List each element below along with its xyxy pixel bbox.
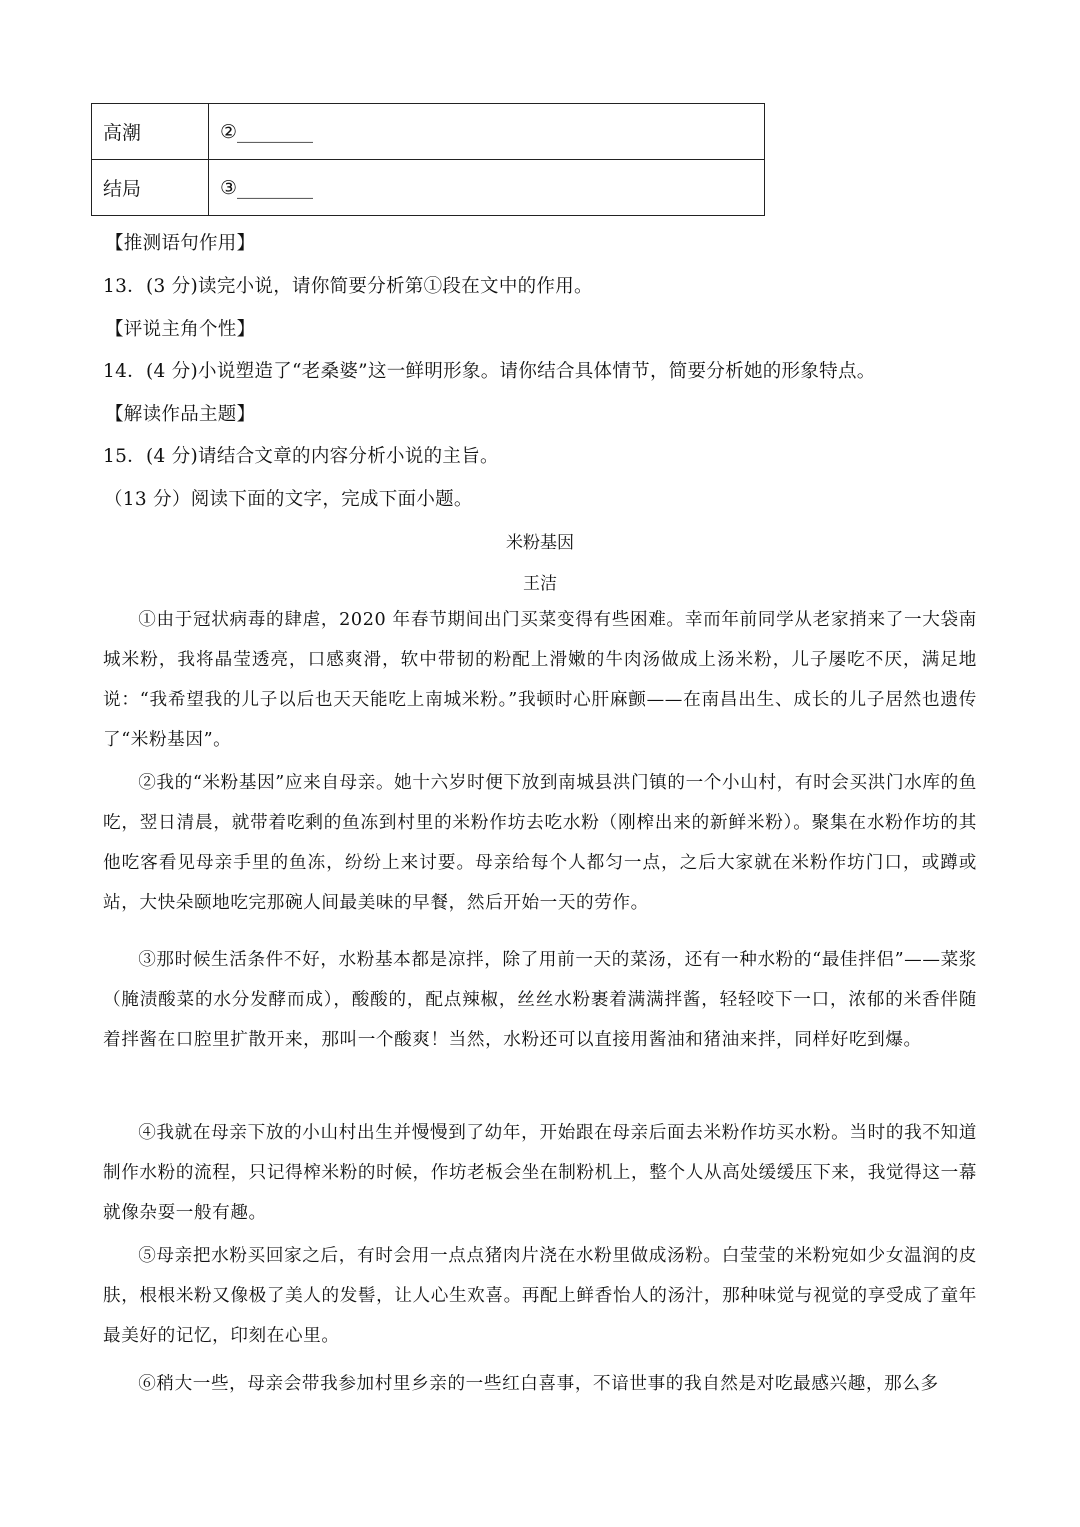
- reading-intro: （13 分）阅读下面的文字，完成下面小题。: [104, 489, 473, 510]
- section-heading: 【解读作品主题】: [105, 404, 256, 425]
- paragraph-6: ⑥稍大一些，母亲会带我参加村里乡亲的一些红白喜事，不谙世事的我自然是对吃最感兴趣，那么多: [138, 1374, 939, 1394]
- question-14: 14．(4 分)小说塑造了“老桑婆”这一鲜明形象。请你结合具体情节，简要分析她的形象特点。: [103, 361, 876, 382]
- row-label: 高潮: [92, 104, 209, 160]
- answer-blank: ③________: [209, 160, 765, 216]
- section-heading: 【推测语句作用】: [105, 233, 256, 254]
- paragraph-1: ①由于冠状病毒的肆虐，2020 年春节期间出门买菜变得有些困难。幸而年前同学从老家捎来了一大袋南城米粉，我将晶莹透亮，口感爽滑，软中带韧的粉配上滑嫩的牛肉汤做成上汤米粉，儿子屡吃不厌，满足地说：“我希望我的儿子以后也天天能吃上南城米粉。”我顿时心肝麻颤——在南昌出生、成长的儿子居然也遗传了“米粉基因”。: [103, 610, 977, 750]
- plot-structure-table: [91, 103, 765, 216]
- paragraph-4: ④我就在母亲下放的小山村出生并慢慢到了幼年，开始跟在母亲后面去米粉作坊买水粉。当时的我不知道制作水粉的流程，只记得榨米粉的时候，作坊老板会坐在制粉机上，整个人从高处缓缓压下来，我觉得这一幕就像杂耍一般有趣。: [103, 1123, 977, 1223]
- article-author: 王洁: [523, 574, 557, 594]
- paragraph-3: ③那时候生活条件不好，水粉基本都是凉拌，除了用前一天的菜汤，还有一种水粉的“最佳拌侣”——菜浆（腌渍酸菜的水分发酵而成），酸酸的，配点辣椒，丝丝水粉裹着满满拌酱，轻轻咬下一口，浓郁的米香伴随着拌酱在口腔里扩散开来，那叫一个酸爽！当然，水粉还可以直接用酱油和猪油来拌，同样好吃到爆。: [103, 950, 977, 1050]
- paragraph-5: ⑤母亲把水粉买回家之后，有时会用一点点猪肉片浇在水粉里做成汤粉。白莹莹的米粉宛如少女温润的皮肤，根根米粉又像极了美人的发髻，让人心生欢喜。再配上鲜香怡人的汤汁，那种味觉与视觉的享受成了童年最美好的记忆，印刻在心里。: [103, 1246, 977, 1346]
- row-label: 结局: [92, 160, 209, 216]
- answer-blank: ②________: [209, 104, 765, 160]
- table-row: [92, 104, 765, 160]
- question-15: 15．(4 分)请结合文章的内容分析小说的主旨。: [103, 446, 499, 467]
- paragraph-2: ②我的“米粉基因”应来自母亲。她十六岁时便下放到南城县洪门镇的一个小山村，有时会买洪门水库的鱼吃，翌日清晨，就带着吃剩的鱼冻到村里的米粉作坊去吃水粉（刚榨出来的新鲜米粉）。聚集在水粉作坊的其他吃客看见母亲手里的鱼冻，纷纷上来讨要。母亲给每个人都匀一点，之后大家就在米粉作坊门口，或蹲或站，大快朵颐地吃完那碗人间最美味的早餐，然后开始一天的劳作。: [103, 773, 977, 913]
- table-row: [92, 160, 765, 216]
- section-heading: 【评说主角个性】: [105, 319, 256, 340]
- question-13: 13．(3 分)读完小说，请你简要分析第①段在文中的作用。: [103, 276, 593, 297]
- article-title: 米粉基因: [506, 533, 574, 553]
